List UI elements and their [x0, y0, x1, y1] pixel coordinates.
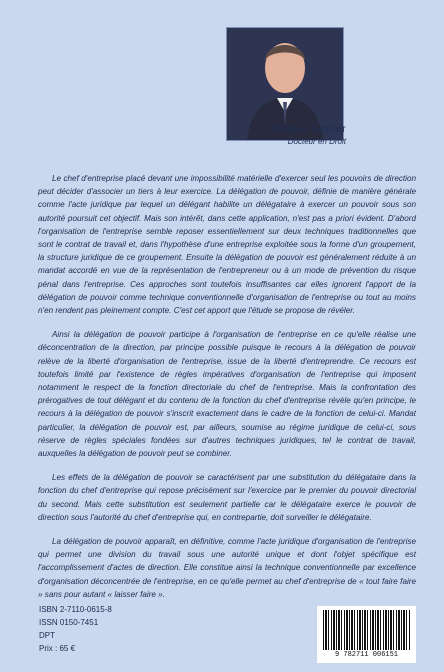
publication-meta — [39, 603, 112, 655]
summary-paragraph-4: La délégation de pouvoir apparaît, en définitive, comme l'acte juridique d'organisation de l'entreprise qui permet une division du travail sous une autorité unique et dont l'objet spécifique est l'accomplissement d'actes de direction. Elle constitue ainsi la technique conventionnelle par excellence d'organisation déconcentrée de l'entreprise, en ce qu'elle permet au chef d'entreprise de « tout faire faire » sans pour autant « laisser faire ». — [38, 537, 416, 599]
isbn-label: ISBN 2-7110-0615-8 — [39, 605, 112, 614]
price-label: Prix : 65 € — [39, 644, 76, 653]
issn-label: ISSN 0150-7451 — [39, 618, 99, 627]
author-name: Nicolas Ferrier — [271, 123, 346, 135]
author-title: Docteur en Droit — [287, 137, 346, 146]
publisher-label: DPT — [39, 631, 55, 640]
summary-text — [38, 172, 416, 612]
summary-paragraph-2: Ainsi la délégation de pouvoir participe à l'organisation de l'entreprise en ce qu'elle réalise une déconcentration de la direction, par principe possible puisque le recours à la délégation de pouvoir relève de la liberté d'organisation de l'entreprise, issue de la liberté d'entreprendre. Ce recours est toutefois limité par l'existence de règles impératives d'organisation de l'entreprise qui imposent notamment le respect de la fonction directoriale du chef de l'entreprise. Mais la confrontation des prérogatives de tout délégant et du contenu de la fonction du chef d'entreprise révèle qu'en principe, le recours à la délégation de pouvoir s'inscrit exactement dans le cadre de la fonction de celui-ci. Mandat particulier, la délégation de pouvoir est, par ailleurs, soumise au régime juridique de celui-ci, sous réserve de règles spéciales fondées sur d'autres techniques juridiques, tel le contrat de travail, auxquelles la délégation de pouvoir peut se combiner. — [38, 330, 416, 459]
barcode-digits: 9 782711 006151 — [334, 651, 398, 659]
summary-paragraph-3: Les effets de la délégation de pouvoir se caractérisent par une substitution du délégataire dans la fonction du chef d'entreprise qui repose précisément sur l'exercice par le premier du pouvoir directorial du second. Mais cette substitution est seulement partielle car le délégataire exerce le pouvoir de direction sous l'autorité du chef d'entreprise qui, en contrepartie, doit surveiller le délégataire. — [38, 473, 416, 522]
barcode — [317, 606, 416, 663]
summary-paragraph-1: Le chef d'entreprise placé devant une impossibilité matérielle d'exercer seul les pouvoirs de direction peut décider d'associer un tiers à leur exercice. La délégation de pouvoir, définie de manière générale comme l'acte juridique par lequel un délégant habilite un délégataire à exercer un pouvoir sous son autorité poursuit cet objectif. Mais son intérêt, dans cette application, n'est pas a priori évident. D'abord l'organisation de l'entreprise semble reposer essentiellement sur deux techniques traditionnelles que sont le contrat de travail et, dans l'hypothèse d'une entreprise exploitée sous la forme d'un groupement, la structure juridique de ce groupement. Ensuite la délégation de pouvoir est généralement réduite à un mandat accordé en vue de la représentation de l'entrepreneur ou à un mode de prévention du risque pénal dans l'entreprise. Ces approches sont toutefois insuffisantes car elles ignorent l'apport de la délégation de pouvoir comme technique conventionnelle d'organisation de l'entreprise ou tout au moins n'en rendent pas pleinement compte. C'est cet apport que l'étude se propose de révéler. — [38, 174, 416, 316]
barcode-bars — [323, 610, 410, 650]
